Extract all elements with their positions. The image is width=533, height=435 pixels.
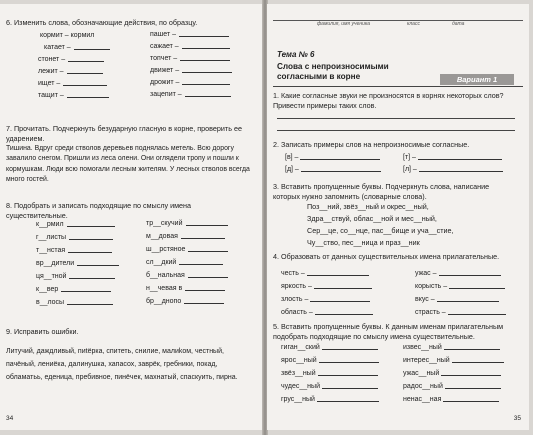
ex5-row-3a: звёз__ный <box>281 370 378 377</box>
page-number-left: 34 <box>6 415 14 422</box>
ex3-word-line: Здра__ствуй, облас__ной и мес__ный, <box>307 214 437 223</box>
ex8-row-6b: н__чевая в <box>146 285 225 292</box>
ex6-pair-6b: зацепит – <box>150 91 231 98</box>
ex8-row-5a: ця__тной <box>36 273 115 280</box>
title-underline <box>273 86 523 87</box>
ex3-word-line: Сер__це, со__нце, пас__бище и уча__стие, <box>307 226 454 235</box>
ex6-pair-2b: сажает – <box>150 43 230 50</box>
ex5-row-5b: ненас__ная <box>403 396 499 403</box>
ex8-row-4a: вр__дители <box>36 260 119 267</box>
ex8-row-1a: к__рмил <box>36 221 115 228</box>
variant-badge: Вариант 1 <box>440 74 514 85</box>
ex3-word-line: Поз__ний, звёз__ный и окрес__ный, <box>307 202 429 211</box>
ex4-row-1b: ужас – <box>415 270 501 277</box>
exercise-3-instruction: 3. Вставить пропущенные буквы. Подчеркнуть слова, написание которых нужно запомнить (словарные слова). <box>273 182 490 201</box>
ex2-v: [в] – <box>285 154 380 161</box>
ex4-row-4a: область – <box>281 309 373 316</box>
answer-line <box>277 118 515 119</box>
page-number-right: 35 <box>513 415 521 422</box>
topic-title-line-1: Слова с непроизносимыми <box>277 62 389 71</box>
exercise-1-instruction: 1. Какие согласные звуки не произносятся в корнях некоторых слов? Привести примеры таких слов. <box>273 91 504 110</box>
exercise-6-instruction: 6. Изменить слова, обозначающие действия, по образцу. <box>6 18 198 27</box>
right-page <box>267 4 529 430</box>
ex2-l: [л] – <box>403 166 503 173</box>
ex8-row-3b: ш__рстяное <box>146 246 228 253</box>
exercise-5-instruction: 5. Вставить пропущенные буквы. К данным именам прилагательным подобрать подходящие по смыслу имена существительные. <box>273 322 504 341</box>
ex5-row-3b: ужас__ный <box>403 370 501 377</box>
exercise-9-text: Литучий, даждливый, пиtёрка, спитеть, снилие, малиkом, честный, пачёный, лениёка, далинушка, хапасох, заврёк, гребники, покад, обламатьь, еденица, пребивное, пинёчек, махнатый, спаскуить, пирна. <box>6 348 238 381</box>
ex8-row-3a: т__нстая <box>36 247 112 254</box>
ex5-row-2b: интерес__ный <box>403 357 504 364</box>
header-rule <box>273 12 523 21</box>
ex3-word-line: Чу__ство, пес__ница и праз__ник <box>307 238 420 247</box>
exercise-7-text: Тишина. Вдруг среди стволов деревьев поднялась метель. Всю дорогу завалило снегом. Пришли из леса олени. Они оглядели тропу и пошли к кормушкам. Люди всю помогали лесным жителям. У лесных стволов всегда много гостей. <box>6 145 250 184</box>
ex4-row-2a: яркость – <box>281 283 372 290</box>
ex8-row-6a: к__вер <box>36 286 111 293</box>
exercise-7-instruction: 7. Прочитать. Подчеркнуть безударную гласную в корне, проверить ее ударением. <box>6 124 242 143</box>
ex8-row-1b: тр__скучий <box>146 220 228 227</box>
ex5-row-1a: гиган__ский <box>281 344 378 351</box>
ex6-pair-3b: топчет – <box>150 55 230 62</box>
ex6-pair-6a: тащит – <box>38 92 109 99</box>
exercise-8-instruction: 8. Подобрать и записать подходящие по смыслу имена существительные. <box>6 201 192 220</box>
ex6-pair-4a: лежит – <box>38 68 103 75</box>
ex8-row-7b: бр__днопо <box>146 298 224 305</box>
ex5-row-5a: грус__ный <box>281 396 379 403</box>
ex2-t: [т] – <box>403 154 502 161</box>
ex4-row-2b: корысть – <box>415 283 505 290</box>
ex4-row-4b: страсть – <box>415 309 506 316</box>
topic-title-line-2: согласными в корне <box>277 72 361 81</box>
ex6-pair-5b: дрожит – <box>150 79 230 86</box>
left-page <box>0 4 265 430</box>
ex6-pair-2a: катает – <box>44 44 110 51</box>
ex6-pair-1b: пашет – <box>150 31 229 38</box>
exercise-2-instruction: 2. Записать примеры слов на непроизносимые согласные. <box>273 140 470 149</box>
ex4-row-1a: честь – <box>281 270 369 277</box>
student-name-label: фамилия, имя ученика <box>317 21 371 27</box>
ex5-row-1b: извес__ный <box>403 344 500 351</box>
ex8-row-4b: сл__дкий <box>146 259 223 266</box>
ex8-row-2a: г__листы <box>36 234 113 241</box>
ex5-row-4a: чудес__ный <box>281 383 378 390</box>
answer-line <box>277 130 515 131</box>
ex4-row-3a: злость – <box>281 296 370 303</box>
exercise-9-instruction: 9. Исправить ошибки. <box>6 327 79 336</box>
ex5-row-2a: ярос__ный <box>281 357 379 364</box>
date-label: дата <box>452 21 465 27</box>
ex5-row-4b: радос__ный <box>403 383 501 390</box>
ex8-row-5b: б__нальная <box>146 272 228 279</box>
ex8-row-2b: м__довая <box>146 233 225 240</box>
ex4-row-3b: вкус – <box>415 296 499 303</box>
exercise-4-instruction: 4. Образовать от данных существительных имена прилагательные. <box>273 252 500 261</box>
ex6-pair-1a: кормит – кормил <box>40 32 95 39</box>
ex8-row-7a: в__лосы <box>36 299 113 306</box>
topic-number: Тема № 6 <box>277 50 315 59</box>
class-label: класс <box>407 21 420 27</box>
ex6-pair-4b: движет – <box>150 67 232 74</box>
ex2-d: [д] – <box>285 166 381 173</box>
ex6-pair-5a: ищет – <box>38 80 107 87</box>
ex6-pair-3a: стонет – <box>38 56 104 63</box>
